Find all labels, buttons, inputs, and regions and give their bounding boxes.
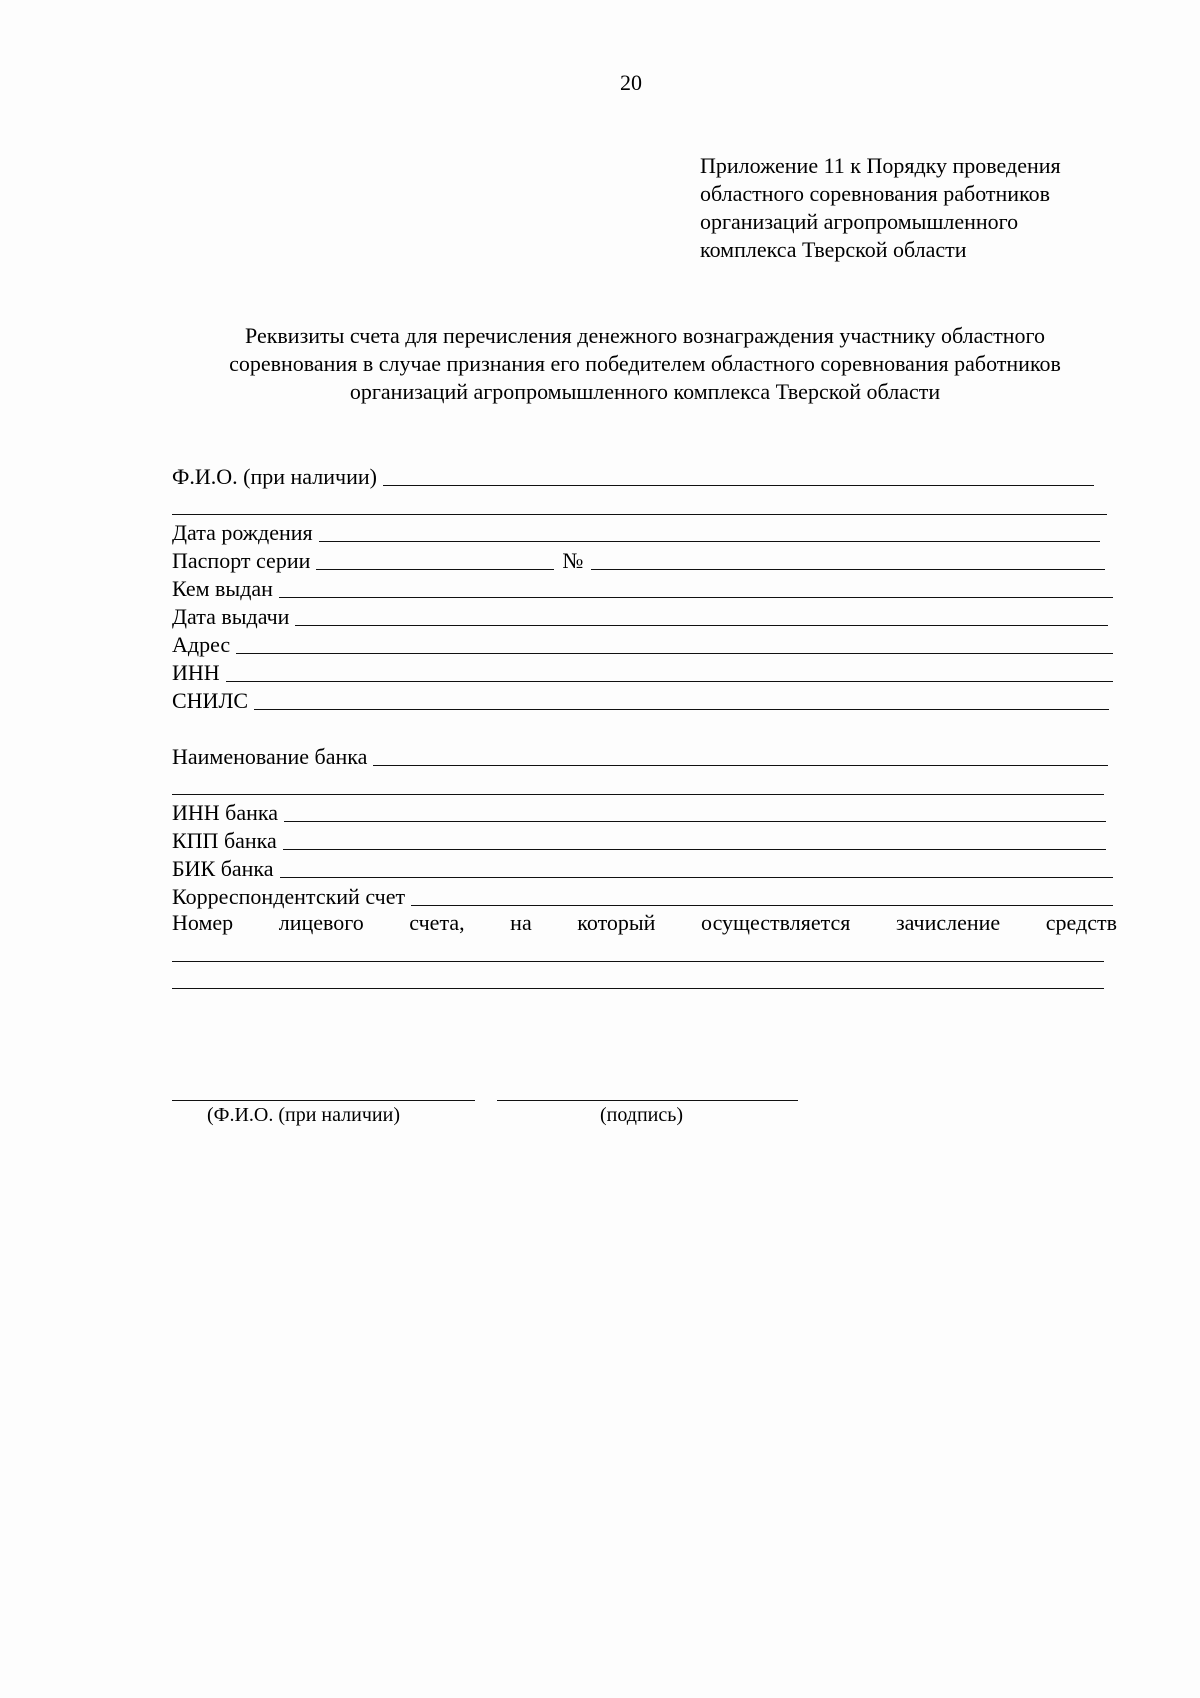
bank-bik-row: [172, 856, 1113, 882]
bank-kpp-label: КПП банка: [172, 828, 277, 853]
bank-name-label: Наименование банка: [172, 744, 368, 769]
bank-inn-label: ИНН банка: [172, 800, 279, 825]
title-line: организаций агропромышленного комплекса Тверской области: [349, 379, 941, 404]
bank-name-input-line[interactable]: [373, 745, 1108, 766]
issued-by-label: Кем выдан: [172, 576, 273, 601]
passport-series-label: Паспорт серии: [172, 548, 311, 573]
appendix-reference: [700, 152, 1120, 264]
signature-line[interactable]: [497, 1100, 798, 1101]
appendix-line: организаций агропромышленного: [700, 209, 1019, 234]
bank-inn-row: [172, 800, 1106, 826]
address-input-line[interactable]: [236, 633, 1113, 654]
fio-label: Ф.И.О. (при наличии): [172, 464, 377, 489]
fio-row: [172, 464, 1094, 490]
signature-fio-caption: (Ф.И.О. (при наличии): [207, 1104, 400, 1126]
account-number-line-1[interactable]: [172, 961, 1104, 962]
issued-by-row: [172, 576, 1113, 602]
passport-number-label: №: [562, 548, 584, 573]
bank-kpp-input-line[interactable]: [283, 829, 1106, 850]
appendix-line: комплекса Тверской области: [700, 237, 967, 262]
sentence-word: лицевого: [278, 910, 364, 935]
bank-bik-label: БИК банка: [172, 856, 274, 881]
title-line: Реквизиты счета для перечисления денежного вознаграждения участнику областного: [245, 323, 1045, 348]
sentence-word: счета,: [409, 910, 465, 935]
snils-input-line[interactable]: [254, 689, 1109, 710]
issue-date-row: [172, 604, 1108, 630]
corr-account-input-line[interactable]: [411, 885, 1113, 906]
passport-row: [172, 548, 1105, 574]
title-line: соревнования в случае признания его победителем областного соревнования работников: [229, 351, 1061, 376]
bank-kpp-row: [172, 828, 1106, 854]
passport-series-input-line[interactable]: [316, 549, 554, 570]
corr-account-label: Корреспондентский счет: [172, 884, 406, 909]
account-number-sentence: [172, 910, 1117, 936]
sentence-word: зачисление: [895, 910, 1001, 935]
sentence-word: Номер: [172, 910, 234, 935]
appendix-line: Приложение 11 к Порядку проведения: [700, 153, 1061, 178]
address-label: Адрес: [172, 632, 231, 657]
bank-name-row: [172, 744, 1108, 770]
sentence-word: средств: [1045, 910, 1117, 935]
passport-number-input-line[interactable]: [591, 549, 1105, 570]
birth-date-input-line[interactable]: [319, 521, 1100, 542]
fio-input-line[interactable]: [383, 465, 1094, 486]
snils-row: [172, 688, 1109, 714]
fio-continuation-line[interactable]: [172, 514, 1107, 515]
appendix-line: областного соревнования работников: [700, 181, 1051, 206]
sentence-word: на: [510, 910, 532, 935]
account-number-line-2[interactable]: [172, 988, 1104, 989]
document-title: [150, 322, 1140, 406]
birth-date-label: Дата рождения: [172, 520, 313, 545]
signature-fio-line[interactable]: [172, 1100, 475, 1101]
inn-label: ИНН: [172, 660, 220, 685]
bank-bik-input-line[interactable]: [280, 857, 1113, 878]
inn-row: [172, 660, 1113, 686]
sentence-word: осуществляется: [701, 910, 851, 935]
bank-name-continuation-line[interactable]: [172, 794, 1104, 795]
birth-date-row: [172, 520, 1100, 546]
issue-date-input-line[interactable]: [295, 605, 1108, 626]
signature-caption: (подпись): [600, 1104, 684, 1126]
snils-label: СНИЛС: [172, 688, 249, 713]
inn-input-line[interactable]: [226, 661, 1113, 682]
issued-by-input-line[interactable]: [279, 577, 1113, 598]
issue-date-label: Дата выдачи: [172, 604, 290, 629]
page-number: 20: [620, 70, 642, 95]
sentence-word: который: [577, 910, 656, 935]
address-row: [172, 632, 1113, 658]
bank-inn-input-line[interactable]: [284, 801, 1106, 822]
corr-account-row: [172, 884, 1113, 910]
